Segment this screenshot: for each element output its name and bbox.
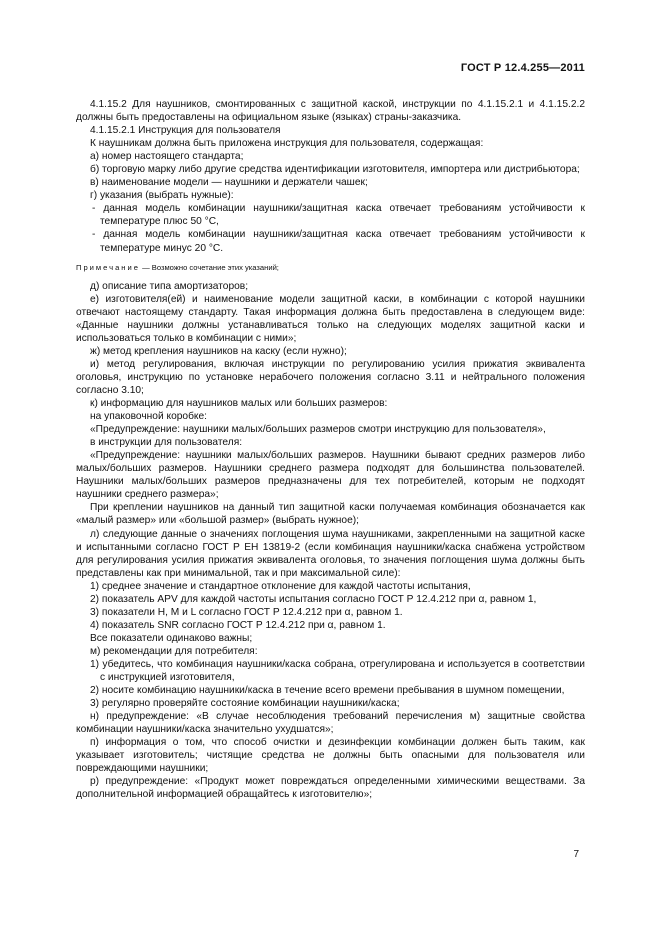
section-heading: 4.1.15.2.1 Инструкция для пользователя xyxy=(90,125,281,137)
list-item: ж) метод крепления наушников на каску (если нужно); xyxy=(90,345,347,357)
document-code: ГОСТ Р 12.4.255—2011 xyxy=(460,62,585,74)
list-item: к) информацию для наушников малых или больших размеров: xyxy=(90,398,388,410)
numbered-item: 1) убедитесь, что комбинация наушники/каска собрана, отрегулирована и используется в соответствии с инструкцией изготовителя, xyxy=(90,658,585,684)
list-item: д) описание типа амортизаторов; xyxy=(90,280,249,292)
dash-item: - данная модель комбинации наушники/защитная каска отвечает требованиям устойчивости к температуре минус 20 °С. xyxy=(92,229,585,254)
paragraph: «Предупреждение: наушники малых/больших размеров смотри инструкцию для пользователя», xyxy=(90,424,546,436)
note xyxy=(76,261,585,274)
page-number: 7 xyxy=(573,849,579,860)
numbered-item: 3) регулярно проверяйте состояние комбинации наушники/каска; xyxy=(90,698,400,710)
list-item: п) информация о том, что способ очистки и дезинфекции комбинации должен быть таким, как указывает изготовитель; чистящие средства не должны быть опасными для пользователя или повреждающими наушники; xyxy=(76,737,585,775)
list-item: в) наименование модели — наушники и держатели чашек; xyxy=(90,177,368,189)
numbered-item: 2) показатель APV для каждой частоты испытания согласно ГОСТ Р 12.4.212 при α, равном 1, xyxy=(90,593,537,605)
paragraph: в инструкции для пользователя: xyxy=(90,437,243,449)
list-item: б) торговую марку либо другие средства идентификации изготовителя, импортера или дистрибьютора; xyxy=(90,164,580,176)
list-item: а) номер настоящего стандарта; xyxy=(90,151,244,163)
numbered-item: 1) среднее значение и стандартное отклонение для каждой частоты испытания, xyxy=(90,580,471,592)
paragraph: К наушникам должна быть приложена инструкция для пользователя, содержащая: xyxy=(90,138,484,150)
numbered-item: 4) показатель SNR согласно ГОСТ Р 12.4.212 при α, равном 1. xyxy=(90,619,386,631)
note-text: — Возможно сочетание этих указаний; xyxy=(139,262,279,272)
paragraph: 4.1.15.2 Для наушников, смонтированных с защитной каской, инструкции по 4.1.15.2.1 и 4.1.15.2.2 должны быть предоставлены на официальном языке (языках) страны-заказчика. xyxy=(76,99,585,124)
numbered-item: 3) показатели H, M и L согласно ГОСТ Р 12.4.212 при α, равном 1. xyxy=(90,606,403,618)
document-body xyxy=(76,98,585,801)
list-item: л) следующие данные о значениях поглощения шума наушниками, закрепленными на защитной каске и испытанными согласно ГОСТ Р ЕН 13819-2 (если комбинация наушники/каска снабжена устройством для регулирования усилия прижатия эквивалента оголовья, то значения поглощения шума должны быть представлены как при минимальной, так и при максимальной силе): xyxy=(76,528,585,579)
paragraph: При креплении наушников на данный тип защитной каски получаемая комбинация обозначается как «малый размер» или «большой размер» (выбрать нужное); xyxy=(76,502,585,527)
list-item: м) рекомендации для потребителя: xyxy=(90,645,258,657)
list-item: е) изготовителя(ей) и наименование модели защитной каски, в комбинации с которой наушники отвечают настоящему стандарту. Такая информация должна быть предоставлена в следующем виде: «Данные наушники должны устанавливаться только на следующих моделях защитной каски и использоваться только в комбинации с ними»; xyxy=(76,293,585,344)
paragraph: на упаковочной коробке: xyxy=(90,411,207,423)
paragraph: «Предупреждение: наушники малых/больших размеров. Наушники бывают средних размеров либо малых/больших размеров. Наушники среднего размера подходят для большинства пользователей. Наушники малых/больших размеров предназначены для тех потребителей, которым не подходят наушники среднего размера»; xyxy=(76,450,585,501)
list-item: н) предупреждение: «В случае несоблюдения требований перечисления м) защитные свойства комбинации наушники/каска значительно ухудшатся»; xyxy=(76,711,585,736)
list-item: р) предупреждение: «Продукт может повреждаться определенными химическими веществами. За дополнительной информацией обращайтесь к изготовителю»; xyxy=(76,776,585,801)
paragraph: Все показатели одинаково важны; xyxy=(90,632,253,644)
numbered-item: 2) носите комбинацию наушники/каска в течение всего времени пребывания в шумном помещении, xyxy=(90,685,565,697)
list-item: г) указания (выбрать нужные): xyxy=(90,190,234,202)
list-item: и) метод регулирования, включая инструкции по регулированию усилия прижатия эквивалента оголовья, инструкцию по установке нерабочего положения согласно 3.11 и нейтрального положения согласно 3.10; xyxy=(76,358,585,396)
note-label: Примечание xyxy=(76,262,140,272)
dash-item: - данная модель комбинации наушники/защитная каска отвечает требованиям устойчивости к температуре плюс 50 °С, xyxy=(92,203,585,228)
